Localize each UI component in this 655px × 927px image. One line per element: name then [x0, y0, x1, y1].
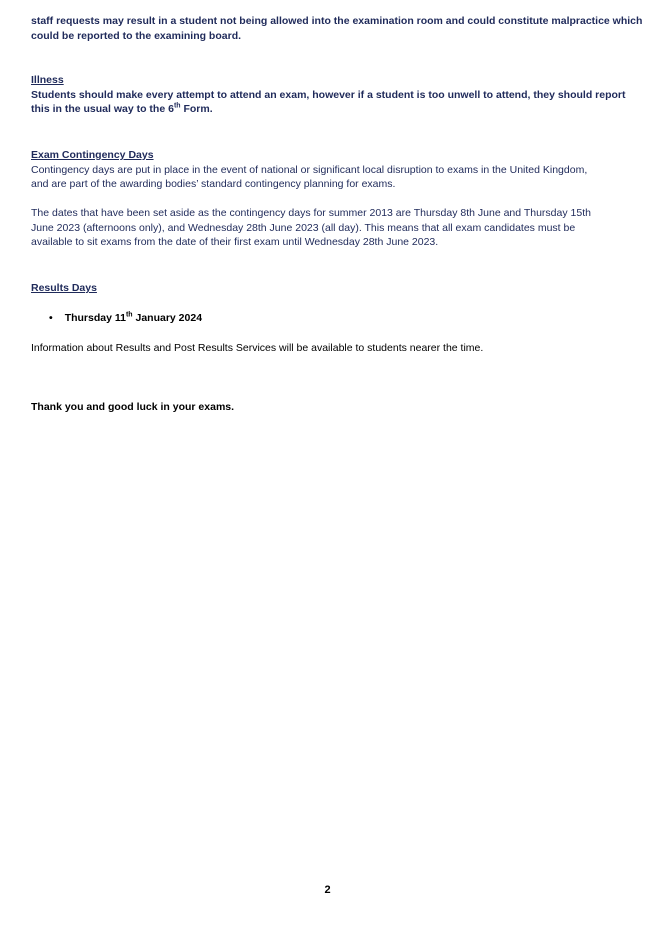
results-section [31, 281, 635, 296]
results-info-text: Information about Results and Post Results Services will be available to students nearer the time. [31, 342, 484, 354]
illness-line-2-text: this in the usual way to the 6 [31, 103, 174, 115]
contingency-dates-line-2: June 2023 (afternoons only), and Wednesday 28th June 2023 (all day). This means that all exam candidates must be [31, 221, 576, 234]
results-date-end: January 2024 [132, 312, 203, 324]
intro-line-1: staff requests may result in a student not being allowed into the examination room and could constitute malpractice which [31, 15, 643, 27]
intro-line-2: could be reported to the examining board. [31, 29, 242, 42]
contingency-section [31, 148, 635, 192]
results-heading: Results Days [31, 282, 97, 294]
illness-line-2 [31, 102, 635, 117]
results-info [31, 341, 635, 356]
contingency-heading: Exam Contingency Days [31, 149, 154, 161]
illness-line-2-sup: th [173, 102, 181, 110]
intro-paragraph [31, 14, 643, 43]
contingency-line-2: and are part of the awarding bodies’ standard contingency planning for exams. [31, 178, 396, 190]
closing-message [31, 400, 635, 415]
contingency-dates-line-1: The dates that have been set aside as the contingency days for summer 2013 are Thursday 8th June and Thursday 15th [31, 207, 591, 219]
results-date-text: Thursday 11 [64, 312, 126, 324]
bullet-icon: • [49, 312, 53, 324]
results-date [65, 311, 202, 326]
results-bullet-item [49, 311, 202, 326]
contingency-line-1: Contingency days are put in place in the event of national or significant local disruption to exams in the United Kingdom, [31, 163, 588, 176]
page-number: 2 [324, 884, 331, 896]
illness-section [31, 73, 635, 117]
illness-line-2-end: Form. [180, 103, 213, 115]
results-date-sup: th [125, 311, 133, 319]
illness-heading: Illness [31, 74, 64, 86]
illness-line-1: Students should make every attempt to attend an exam, however if a student is too unwell to attend, they should report [31, 88, 626, 101]
closing-text: Thank you and good luck in your exams. [31, 401, 235, 413]
contingency-dates-line-3: available to sit exams from the date of their first exam until Wednesday 28th June 2023. [31, 236, 439, 248]
contingency-dates-paragraph [31, 206, 635, 250]
